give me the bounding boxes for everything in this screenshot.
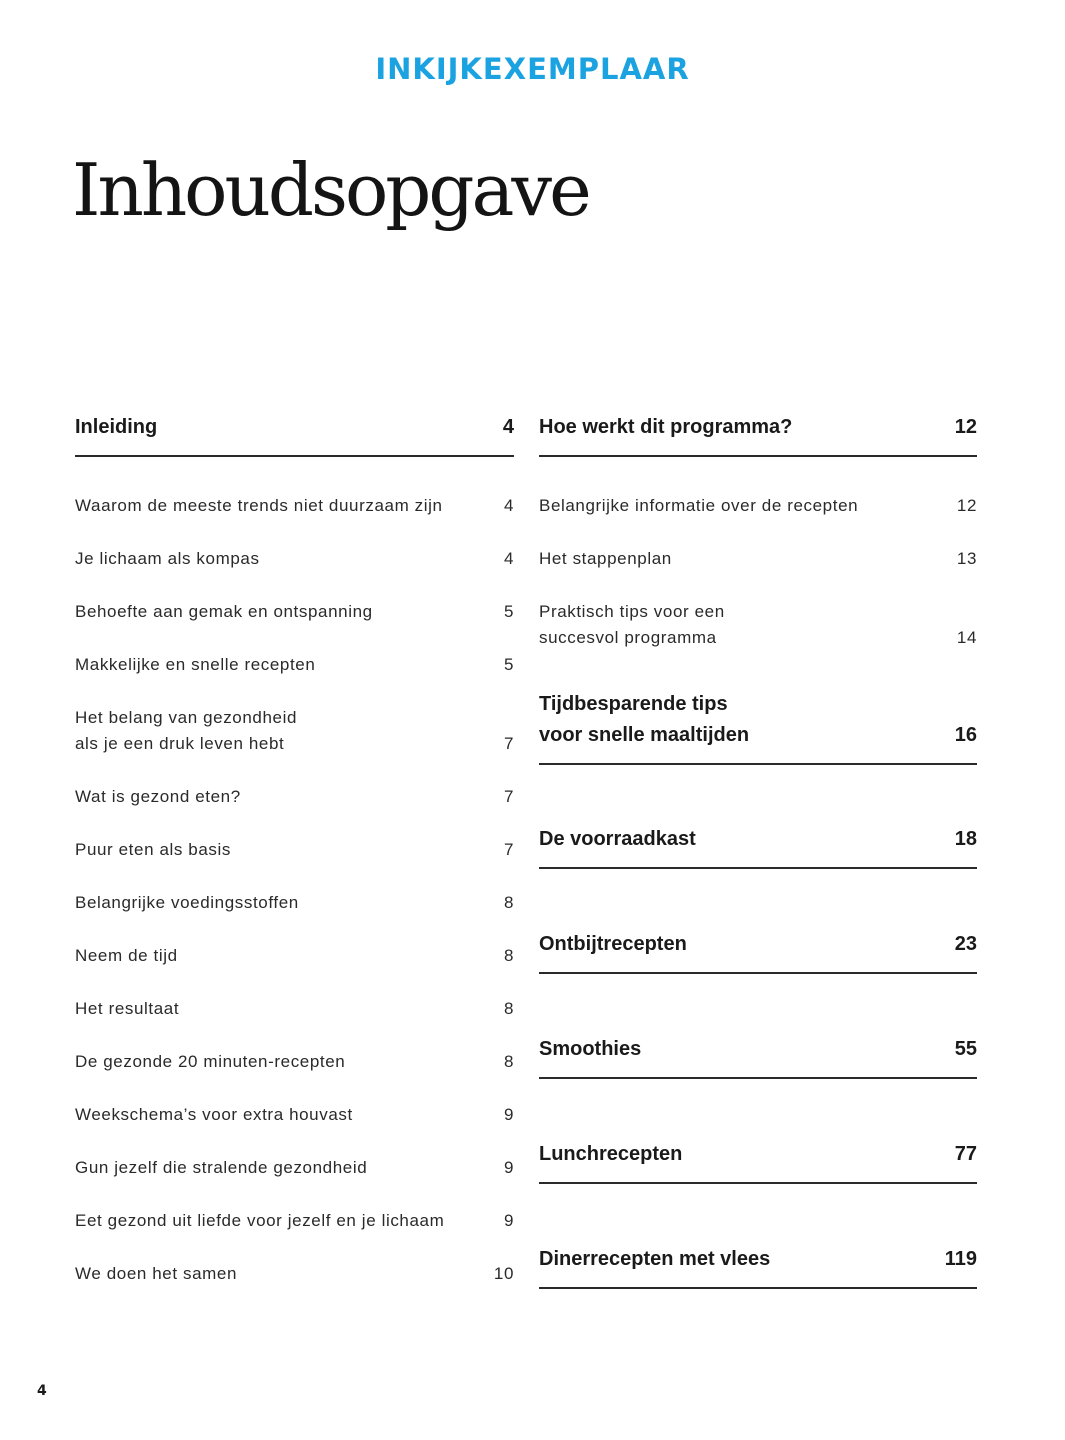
toc-entry[interactable]	[75, 652, 514, 678]
toc-entry[interactable]	[75, 1261, 514, 1287]
entry-title: Praktisch tips voor een succesvol programma	[539, 602, 725, 647]
toc-section-heading[interactable]	[539, 1139, 977, 1184]
section-title: Dinerrecepten met vlees	[539, 1248, 771, 1270]
entry-title: Eet gezond uit liefde voor jezelf en je lichaam	[75, 1211, 445, 1230]
entry-title: We doen het samen	[75, 1264, 238, 1283]
toc-section-heading[interactable]	[539, 929, 977, 974]
section-page-number: 119	[944, 1248, 977, 1270]
section-page-number: 55	[954, 1038, 977, 1060]
entry-page-number: 8	[503, 999, 514, 1018]
entry-page-number: 9	[503, 1158, 514, 1177]
toc-entry[interactable]	[75, 943, 514, 969]
toc-section-heading[interactable]	[539, 412, 977, 457]
toc-entry[interactable]	[75, 837, 514, 863]
toc-entry[interactable]	[75, 705, 514, 757]
entry-page-number: 5	[503, 655, 514, 674]
section-title: Ontbijtrecepten	[539, 933, 687, 955]
entry-title: Het resultaat	[75, 999, 180, 1018]
entry-page-number: 13	[956, 549, 977, 568]
section-title: Smoothies	[539, 1038, 642, 1060]
entry-title: Belangrijke voedingsstoffen	[75, 893, 299, 912]
entry-page-number: 5	[503, 602, 514, 621]
entry-title: Belangrijke informatie over de recepten	[539, 496, 859, 515]
entry-title: Makkelijke en snelle recepten	[75, 655, 316, 674]
entry-title: Je lichaam als kompas	[75, 549, 260, 568]
toc-entry-list	[75, 493, 514, 1287]
toc-entry[interactable]	[75, 784, 514, 810]
entry-page-number: 4	[503, 549, 514, 568]
entry-page-number: 8	[503, 893, 514, 912]
section-page-number: 4	[502, 416, 514, 438]
toc-section-heading[interactable]	[539, 1034, 977, 1079]
section-page-number: 18	[954, 828, 977, 850]
entry-title: Het stappenplan	[539, 549, 672, 568]
entry-title: Weekschema’s voor extra houvast	[75, 1105, 353, 1124]
toc-entry[interactable]	[75, 493, 514, 519]
toc-section-heading[interactable]	[539, 824, 977, 869]
toc-entry[interactable]	[539, 493, 977, 519]
toc-entry[interactable]	[539, 599, 977, 651]
entry-page-number: 12	[956, 496, 977, 515]
entry-page-number: 8	[503, 946, 514, 965]
section-page-number: 23	[954, 933, 977, 955]
entry-page-number: 7	[503, 734, 514, 753]
toc-entry[interactable]	[75, 1049, 514, 1075]
entry-page-number: 7	[503, 840, 514, 859]
entry-page-number: 9	[503, 1211, 514, 1230]
toc-section-heading[interactable]	[539, 1244, 977, 1289]
toc-entry[interactable]	[539, 546, 977, 572]
section-page-number: 12	[954, 416, 977, 438]
entry-title: Behoefte aan gemak en ontspanning	[75, 602, 373, 621]
preview-banner: INKIJKEXEMPLAAR	[375, 52, 690, 86]
toc-left-column	[75, 412, 514, 1314]
toc-entry[interactable]	[75, 1102, 514, 1128]
entry-title: Puur eten als basis	[75, 840, 231, 859]
entry-title: Neem de tijd	[75, 946, 178, 965]
toc-entry[interactable]	[75, 1155, 514, 1181]
entry-page-number: 4	[503, 496, 514, 515]
toc-entry[interactable]	[75, 599, 514, 625]
toc-right-column	[539, 412, 977, 1289]
section-page-number: 77	[954, 1143, 977, 1165]
section-title: Inleiding	[75, 416, 158, 438]
toc-entry[interactable]	[75, 890, 514, 916]
toc-entry-list	[539, 493, 977, 651]
entry-page-number: 7	[503, 787, 514, 806]
entry-page-number: 8	[503, 1052, 514, 1071]
section-title: De voorraadkast	[539, 828, 696, 850]
entry-title: Waarom de meeste trends niet duurzaam zijn	[75, 496, 443, 515]
page-title: Inhoudsopgave	[72, 148, 589, 232]
entry-title: Wat is gezond eten?	[75, 787, 241, 806]
section-title: Lunchrecepten	[539, 1143, 683, 1165]
section-title: Tijdbesparende tips voor snelle maaltijden	[539, 693, 750, 746]
toc-entry[interactable]	[75, 1208, 514, 1234]
section-page-number: 16	[954, 724, 977, 746]
toc-entry[interactable]	[75, 996, 514, 1022]
entry-page-number: 10	[493, 1264, 514, 1283]
footer-page-number: 4	[37, 1383, 47, 1399]
toc-section-heading[interactable]	[75, 412, 514, 457]
entry-title: Het belang van gezondheid als je een druk leven hebt	[75, 708, 297, 753]
section-title: Hoe werkt dit programma?	[539, 416, 793, 438]
entry-page-number: 9	[503, 1105, 514, 1124]
toc-section-heading[interactable]	[539, 689, 977, 765]
entry-title: De gezonde 20 minuten-recepten	[75, 1052, 346, 1071]
entry-page-number: 14	[956, 628, 977, 647]
entry-title: Gun jezelf die stralende gezondheid	[75, 1158, 368, 1177]
toc-entry[interactable]	[75, 546, 514, 572]
